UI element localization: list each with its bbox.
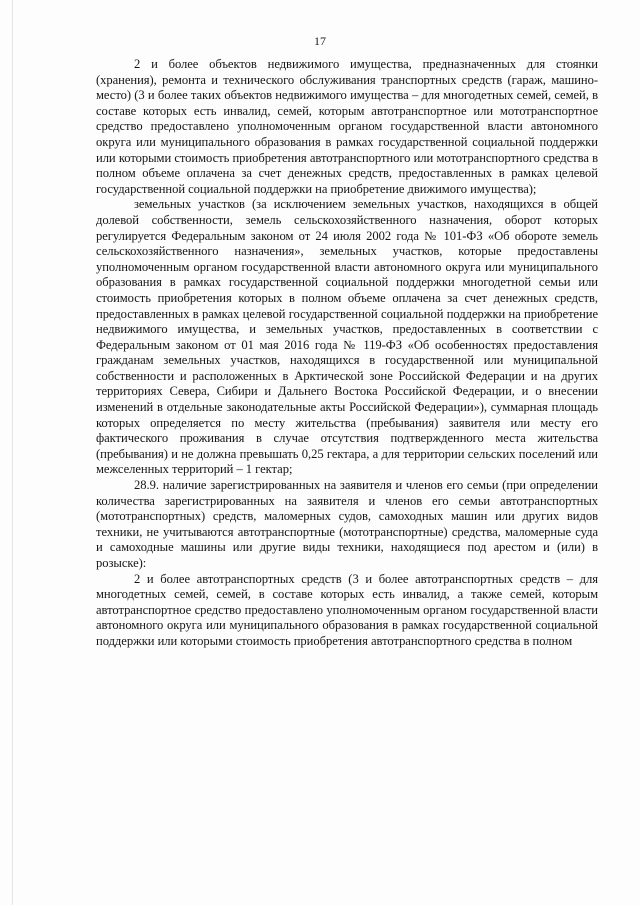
- scan-edge-line: [12, 0, 13, 905]
- paragraph-28-9-vehicles: 28.9. наличие зарегистрированных на заявителя и членов его семьи (при определении количества зарегистрированных на заявителя и членов его семьи автотранспортных (мототранспортных) средств, маломерных судов, самоходных машин или других видов техники, не учитываются автотранспортные (мототранспортные) средства, маломерные суда и самоходные машины или другие виды техники, находящиеся под арестом и (или) в розыске):: [96, 478, 598, 570]
- paragraph-motor-vehicles: 2 и более автотранспортных средств (3 и более автотранспортных средств – для многодетных семей, семей, в составе которых есть инвалид, а также семей, которым автотранспортное средство предоставлено уполномоченным органом государственной власти автономного округа или муниципального образования в рамках государственной социальной поддержки или которыми стоимость приобретения автотранспортного средства в полном: [96, 571, 598, 648]
- paragraph-parking-property: 2 и более объектов недвижимого имущества, предназначенных для стоянки (хранения), ремонта и технического обслуживания транспортных средств (гараж, машино-место) (3 и более таких объектов недвижимого имущества – для многодетных семей, семей, в составе которых есть инвалид, семей, которым автотранспортное или мототранспортное средство предоставлено уполномоченным органом государственной власти автономного округа или муниципального образования в рамках государственной социальной поддержки или которыми стоимость приобретения автотранспортного или мототранспортного средства в полном объеме оплачена за счет денежных средств, предоставленных в рамках целевой государственной социальной поддержки на приобретение движимого имущества);: [96, 57, 598, 196]
- document-body: [96, 57, 598, 650]
- paragraph-land-plots: земельных участков (за исключением земельных участков, находящихся в общей долевой собственности, земель сельскохозяйственного назначения, оборот которых регулируется Федеральным законом от 24 июля 2002 года № 101-ФЗ «Об обороте земель сельскохозяйственного назначения», земельных участков, которые предоставлены уполномоченным органом государственной власти автономного округа или муниципального образования в рамках государственной социальной поддержки многодетной семьи или стоимость приобретения которых в полном объеме оплачена за счет денежных средств, предоставленных в рамках целевой государственной социальной поддержки на приобретение недвижимого имущества, и земельных участков, предоставленных в соответствии с Федеральным законом от 01 мая 2016 года № 119-ФЗ «Об особенностях предоставления гражданам земельных участков, находящихся в государственной или муниципальной собственности и расположенных в Арктической зоне Российской Федерации и на других территориях Севера, Сибири и Дальнего Востока Российской Федерации, и о внесении изменений в отдельные законодательные акты Российской Федерации»), суммарная площадь которых определяется по месту жительства (пребывания) заявителя или месту его фактического проживания в случае отсутствия подтвержденного места жительства (пребывания) и не должна превышать 0,25 гектара, а для территории сельских поселений или межселенных территорий – 1 гектар;: [96, 197, 598, 477]
- page-number: 17: [314, 34, 326, 48]
